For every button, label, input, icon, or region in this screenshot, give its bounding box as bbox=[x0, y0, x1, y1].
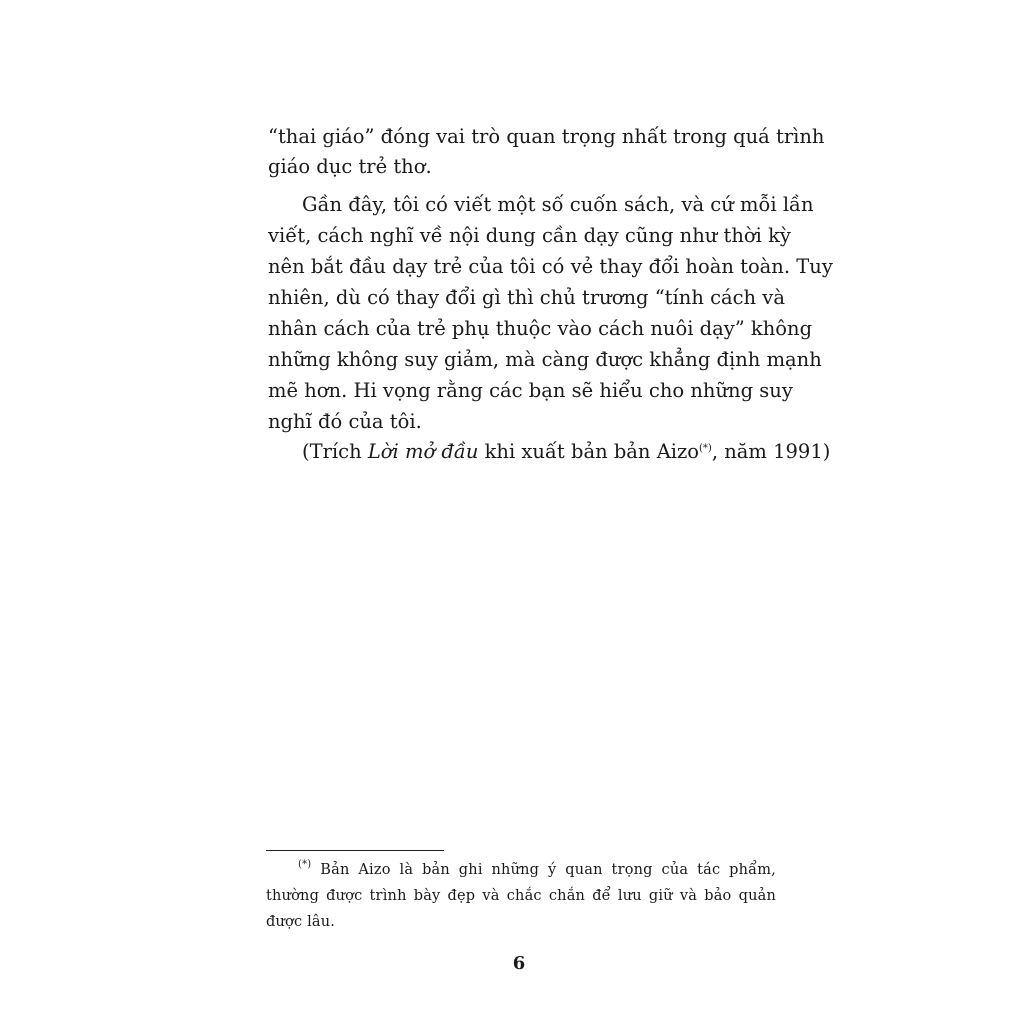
footnote-line: được lâu. bbox=[266, 914, 336, 930]
footnote-divider bbox=[266, 850, 444, 851]
footnote-text: Bản Aizo là bản ghi những ý quan trọng của tác phẩm, bbox=[320, 862, 776, 878]
footnote-marker: (*) bbox=[298, 859, 312, 870]
citation-title: Lời mở đầu bbox=[367, 440, 479, 463]
body-line: Gần đây, tôi có viết một số cuốn sách, và cứ mỗi lần bbox=[302, 193, 814, 216]
body-line: nghĩ đó của tôi. bbox=[268, 410, 422, 433]
citation-prefix: (Trích bbox=[302, 440, 362, 463]
body-line: “thai giáo” đóng vai trò quan trọng nhất trong quá trình bbox=[268, 125, 825, 148]
body-line: viết, cách nghĩ về nội dung cần dạy cũng như thời kỳ bbox=[268, 224, 791, 247]
body-line: mẽ hơn. Hi vọng rằng các bạn sẽ hiểu cho những suy bbox=[268, 379, 793, 402]
body-line: giáo dục trẻ thơ. bbox=[268, 155, 432, 178]
body-line: nhân cách của trẻ phụ thuộc vào cách nuôi dạy” không bbox=[268, 317, 813, 340]
body-line: nên bắt đầu dạy trẻ của tôi có vẻ thay đổi hoàn toàn. Tuy bbox=[268, 255, 833, 278]
citation-middle: khi xuất bản bản Aizo bbox=[484, 440, 700, 463]
footnote-line: thường được trình bày đẹp và chắc chắn để lưu giữ và bảo quản bbox=[266, 888, 776, 904]
citation-suffix: , năm 1991) bbox=[711, 440, 831, 463]
page-number: 6 bbox=[512, 953, 526, 974]
footnote-ref-marker: (*) bbox=[699, 443, 712, 454]
body-line: nhiên, dù có thay đổi gì thì chủ trương “tính cách và bbox=[268, 286, 785, 309]
citation-line bbox=[302, 437, 831, 467]
footnote-line bbox=[298, 858, 776, 882]
body-line: những không suy giảm, mà càng được khẳng định mạnh bbox=[268, 348, 822, 371]
